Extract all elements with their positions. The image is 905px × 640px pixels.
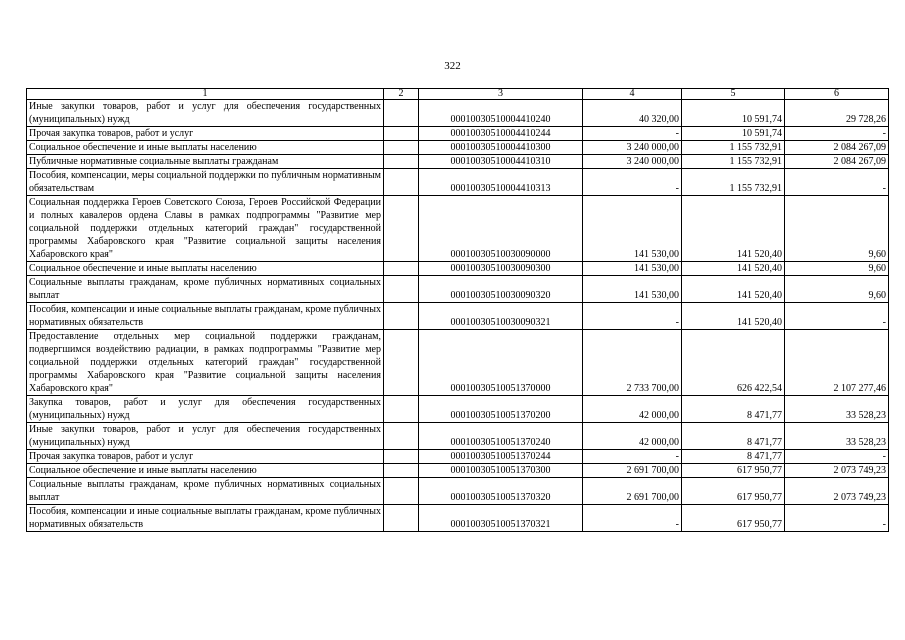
table-row — [27, 155, 889, 169]
row-code: 00010030510030090000 — [419, 196, 583, 262]
row-value-6: - — [785, 127, 889, 141]
table-row — [27, 100, 889, 127]
row-name: Социальное обеспечение и иные выплаты населению — [27, 262, 384, 276]
row-value-5: 1 155 732,91 — [682, 169, 785, 196]
row-value-4: 2 691 700,00 — [583, 464, 682, 478]
row-value-5: 8 471,77 — [682, 423, 785, 450]
row-name: Иные закупки товаров, работ и услуг для обеспечения государственных (муниципальных) нужд — [27, 423, 384, 450]
row-value-5: 1 155 732,91 — [682, 155, 785, 169]
row-name: Социальные выплаты гражданам, кроме публичных нормативных социальных выплат — [27, 478, 384, 505]
row-col2 — [384, 423, 419, 450]
row-value-5: 617 950,77 — [682, 478, 785, 505]
column-header-1: 1 — [27, 89, 384, 100]
row-code: 00010030510004410300 — [419, 141, 583, 155]
row-value-4: 42 000,00 — [583, 423, 682, 450]
row-name: Предоставление отдельных мер социальной поддержки гражданам, подвергшимся воздействию радиации, в рамках подпрограммы "Развитие мер социальной поддержки отдельных категорий граждан" государственной программы Хабаровского края "Развитие социальной защиты населения Хабаровского края" — [27, 330, 384, 396]
page-number: 322 — [444, 60, 461, 72]
row-name: Закупка товаров, работ и услуг для обеспечения государственных (муниципальных) нужд — [27, 396, 384, 423]
table-row — [27, 127, 889, 141]
table-row — [27, 303, 889, 330]
row-name: Социальная поддержка Героев Советского Союза, Героев Российской Федерации и полных кавалеров ордена Славы в рамках подпрограммы "Развитие мер социальной поддержки отдельных категорий граждан" государственной программы Хабаровского края "Развитие социальной защиты населения Хабаровского края" — [27, 196, 384, 262]
row-value-5: 141 520,40 — [682, 276, 785, 303]
row-col2 — [384, 478, 419, 505]
row-value-4: - — [583, 127, 682, 141]
table-row — [27, 505, 889, 532]
row-value-4: 141 530,00 — [583, 196, 682, 262]
row-value-6: 33 528,23 — [785, 396, 889, 423]
row-value-6: 2 073 749,23 — [785, 478, 889, 505]
row-name: Социальное обеспечение и иные выплаты населению — [27, 464, 384, 478]
row-col2 — [384, 330, 419, 396]
row-col2 — [384, 127, 419, 141]
row-code: 00010030510051370200 — [419, 396, 583, 423]
row-name: Иные закупки товаров, работ и услуг для обеспечения государственных (муниципальных) нужд — [27, 100, 384, 127]
column-header-2: 2 — [384, 89, 419, 100]
row-col2 — [384, 196, 419, 262]
row-value-4: - — [583, 303, 682, 330]
table-row — [27, 141, 889, 155]
row-code: 00010030510004410240 — [419, 100, 583, 127]
row-value-6: - — [785, 450, 889, 464]
column-header-6: 6 — [785, 89, 889, 100]
row-code: 00010030510030090320 — [419, 276, 583, 303]
row-value-4: - — [583, 169, 682, 196]
row-col2 — [384, 505, 419, 532]
row-col2 — [384, 464, 419, 478]
row-code: 00010030510030090300 — [419, 262, 583, 276]
row-value-4: - — [583, 450, 682, 464]
row-name: Социальное обеспечение и иные выплаты населению — [27, 141, 384, 155]
row-value-6: 2 084 267,09 — [785, 155, 889, 169]
row-col2 — [384, 396, 419, 423]
row-value-4: 40 320,00 — [583, 100, 682, 127]
table-row — [27, 464, 889, 478]
row-value-5: 141 520,40 — [682, 262, 785, 276]
table-row — [27, 330, 889, 396]
row-value-6: - — [785, 303, 889, 330]
row-col2 — [384, 262, 419, 276]
row-name: Пособия, компенсации и иные социальные выплаты гражданам, кроме публичных нормативных обязательств — [27, 303, 384, 330]
row-col2 — [384, 450, 419, 464]
row-name: Пособия, компенсации, меры социальной поддержки по публичным нормативным обязательствам — [27, 169, 384, 196]
row-code: 00010030510004410244 — [419, 127, 583, 141]
table-row — [27, 276, 889, 303]
row-value-4: 3 240 000,00 — [583, 141, 682, 155]
row-value-4: 2 691 700,00 — [583, 478, 682, 505]
row-code: 00010030510004410313 — [419, 169, 583, 196]
row-code: 00010030510051370244 — [419, 450, 583, 464]
row-value-6: 9,60 — [785, 196, 889, 262]
table-header-row — [27, 89, 889, 100]
row-value-5: 141 520,40 — [682, 303, 785, 330]
row-name: Публичные нормативные социальные выплаты гражданам — [27, 155, 384, 169]
row-value-6: 2 073 749,23 — [785, 464, 889, 478]
row-col2 — [384, 141, 419, 155]
table-row — [27, 396, 889, 423]
row-code: 00010030510051370240 — [419, 423, 583, 450]
row-value-6: 2 084 267,09 — [785, 141, 889, 155]
row-name: Прочая закупка товаров, работ и услуг — [27, 127, 384, 141]
row-code: 00010030510030090321 — [419, 303, 583, 330]
row-value-6: 2 107 277,46 — [785, 330, 889, 396]
row-value-5: 10 591,74 — [682, 127, 785, 141]
row-code: 00010030510051370321 — [419, 505, 583, 532]
row-col2 — [384, 155, 419, 169]
row-value-4: 42 000,00 — [583, 396, 682, 423]
row-value-5: 617 950,77 — [682, 464, 785, 478]
row-code: 00010030510051370320 — [419, 478, 583, 505]
row-value-4: - — [583, 505, 682, 532]
table-row — [27, 450, 889, 464]
row-value-4: 141 530,00 — [583, 262, 682, 276]
table-row — [27, 478, 889, 505]
column-header-5: 5 — [682, 89, 785, 100]
row-value-5: 1 155 732,91 — [682, 141, 785, 155]
row-value-6: - — [785, 169, 889, 196]
table-row — [27, 169, 889, 196]
row-name: Прочая закупка товаров, работ и услуг — [27, 450, 384, 464]
row-value-5: 617 950,77 — [682, 505, 785, 532]
table-row — [27, 262, 889, 276]
row-value-4: 2 733 700,00 — [583, 330, 682, 396]
budget-report-table — [26, 88, 889, 532]
row-value-6: - — [785, 505, 889, 532]
row-col2 — [384, 169, 419, 196]
row-code: 00010030510004410310 — [419, 155, 583, 169]
table-row — [27, 196, 889, 262]
row-value-5: 8 471,77 — [682, 396, 785, 423]
row-value-5: 141 520,40 — [682, 196, 785, 262]
row-col2 — [384, 100, 419, 127]
row-name: Социальные выплаты гражданам, кроме публичных нормативных социальных выплат — [27, 276, 384, 303]
row-value-4: 3 240 000,00 — [583, 155, 682, 169]
row-value-5: 8 471,77 — [682, 450, 785, 464]
row-value-6: 29 728,26 — [785, 100, 889, 127]
row-value-5: 10 591,74 — [682, 100, 785, 127]
row-value-6: 33 528,23 — [785, 423, 889, 450]
column-header-3: 3 — [419, 89, 583, 100]
row-col2 — [384, 303, 419, 330]
row-code: 00010030510051370300 — [419, 464, 583, 478]
column-header-4: 4 — [583, 89, 682, 100]
row-value-5: 626 422,54 — [682, 330, 785, 396]
table-row — [27, 423, 889, 450]
row-code: 00010030510051370000 — [419, 330, 583, 396]
row-name: Пособия, компенсации и иные социальные выплаты гражданам, кроме публичных нормативных обязательств — [27, 505, 384, 532]
row-value-6: 9,60 — [785, 276, 889, 303]
row-value-4: 141 530,00 — [583, 276, 682, 303]
row-value-6: 9,60 — [785, 262, 889, 276]
row-col2 — [384, 276, 419, 303]
